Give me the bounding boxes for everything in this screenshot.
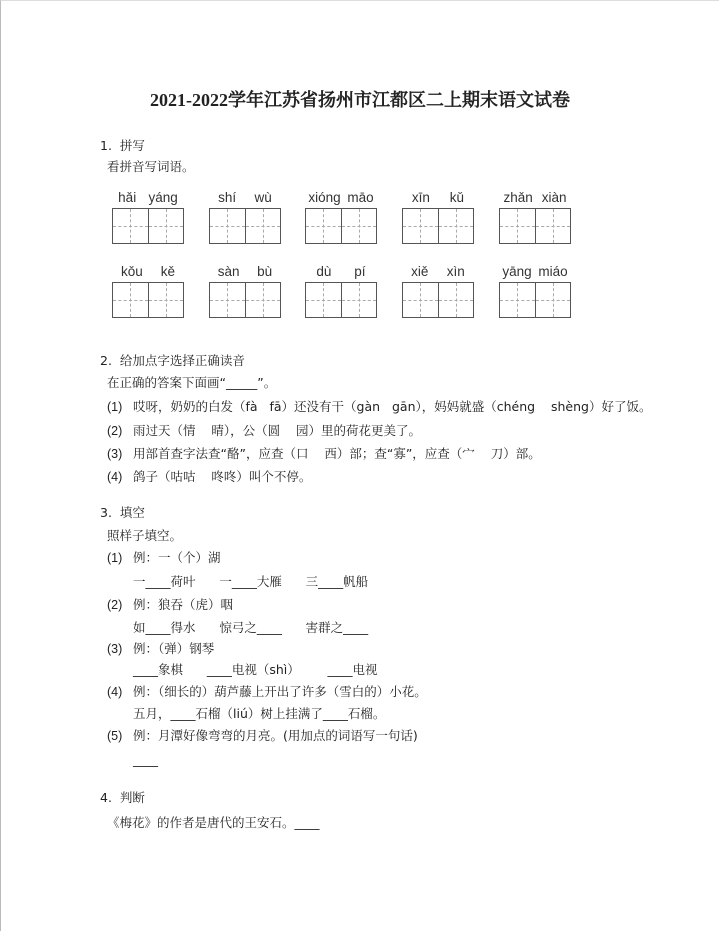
pinyin-syllable: xìn: [446, 264, 465, 279]
writing-box[interactable]: [499, 208, 571, 244]
tian-zi-ge-cell[interactable]: [500, 209, 535, 243]
q2-item-text: 鸽子（咕咕 咚咚）叫个不停。: [133, 469, 312, 484]
tian-zi-ge-cell[interactable]: [148, 209, 184, 243]
q2-item-num: (3): [107, 447, 123, 461]
pinyin-syllable: pí: [354, 264, 366, 279]
pinyin-syllable: dù: [316, 264, 332, 279]
q3-item-num: (4): [107, 685, 123, 699]
q2-item-num: (2): [107, 424, 123, 438]
tian-zi-ge-cell[interactable]: [148, 283, 184, 317]
q3-item-num: (3): [107, 642, 123, 656]
q1-instruction: 看拼音写词语。: [107, 159, 195, 174]
pinyin-label: [402, 190, 474, 205]
pinyin-syllable: xiàn: [541, 190, 567, 205]
pinyin-syllable: xīn: [411, 190, 430, 205]
pinyin-label: [112, 190, 184, 205]
tian-zi-ge-cell[interactable]: [306, 209, 341, 243]
writing-box[interactable]: [305, 282, 377, 318]
tian-zi-ge-cell[interactable]: [210, 283, 245, 317]
pinyin-syllable: kě: [160, 264, 175, 279]
q2-item-num: (1): [107, 400, 123, 414]
q3-item-num: (5): [107, 729, 123, 743]
pinyin-syllable: sàn: [217, 264, 240, 279]
q3-item-answer: 五月，____石榴（liú）树上挂满了____石榴。: [133, 706, 386, 721]
q2-heading: 2. 给加点字选择正确读音: [100, 353, 245, 368]
pinyin-syllable: yāng: [502, 264, 532, 279]
tian-zi-ge-cell[interactable]: [438, 209, 474, 243]
q2-item-num: (4): [107, 470, 123, 484]
tian-zi-ge-cell[interactable]: [341, 283, 377, 317]
q3-instruction: 照样子填空。: [107, 528, 183, 543]
q3-item-example: 例：一（个）湖: [133, 550, 221, 565]
pinyin-syllable: xiě: [411, 264, 429, 279]
tian-zi-ge-cell[interactable]: [500, 283, 535, 317]
tian-zi-ge-cell[interactable]: [403, 209, 438, 243]
page-title: 2021-2022学年江苏省扬州市江都区二上期末语文试卷: [150, 90, 570, 110]
q3-item-answer: ____: [133, 752, 158, 767]
q3-item-example: 例：（细长的）葫芦藤上开出了许多（雪白的）小花。: [133, 684, 427, 699]
writing-box[interactable]: [209, 282, 281, 318]
pinyin-syllable: kǒu: [120, 264, 143, 279]
q3-item-answer: ____象棋 ____电视（shì） ____电视: [133, 662, 378, 677]
pinyin-syllable: kǔ: [449, 190, 465, 205]
q3-heading: 3. 填空: [100, 505, 145, 520]
pinyin-label: [499, 190, 571, 205]
tian-zi-ge-cell[interactable]: [306, 283, 341, 317]
tian-zi-ge-cell[interactable]: [113, 283, 148, 317]
writing-box[interactable]: [112, 282, 184, 318]
pinyin-syllable: miáo: [538, 264, 568, 279]
q3-item-num: (2): [107, 598, 123, 612]
pinyin-label: [209, 264, 281, 279]
pinyin-syllable: shí: [218, 190, 237, 205]
writing-box[interactable]: [209, 208, 281, 244]
pinyin-syllable: māo: [347, 190, 374, 205]
q4-heading: 4. 判断: [100, 790, 145, 805]
q2-item-text: 雨过天（情 晴），公（圆 园）里的荷花更美了。: [133, 423, 422, 438]
q2-instruction: 在正确的答案下面画“_____”。: [107, 375, 277, 390]
writing-box[interactable]: [112, 208, 184, 244]
pinyin-label: [305, 190, 377, 205]
q3-item-example: 例：狼吞（虎）咽: [133, 597, 234, 612]
tian-zi-ge-cell[interactable]: [245, 283, 281, 317]
tian-zi-ge-cell[interactable]: [535, 283, 571, 317]
pinyin-label: [112, 264, 184, 279]
pinyin-syllable: zhǎn: [503, 190, 533, 205]
tian-zi-ge-cell[interactable]: [245, 209, 281, 243]
pinyin-label: [209, 190, 281, 205]
tian-zi-ge-cell[interactable]: [535, 209, 571, 243]
q2-item-text: 哎呀，奶奶的白发（fà fā）还没有干（gàn gān），妈妈就盛（chéng shèng）好了饭。: [133, 399, 652, 414]
q3-item-num: (1): [107, 551, 123, 565]
writing-box[interactable]: [402, 282, 474, 318]
pinyin-label: [499, 264, 571, 279]
q3-item-example: 例：月潭好像弯弯的月亮。(用加点的词语写一句话): [133, 728, 418, 743]
q1-heading: 1. 拼写: [100, 138, 145, 153]
pinyin-syllable: xióng: [308, 190, 341, 205]
tian-zi-ge-cell[interactable]: [113, 209, 148, 243]
tian-zi-ge-cell[interactable]: [403, 283, 438, 317]
tian-zi-ge-cell[interactable]: [438, 283, 474, 317]
writing-box[interactable]: [499, 282, 571, 318]
q3-item-answer: 一____荷叶 一____大雁 三____帆船: [133, 574, 369, 589]
writing-box[interactable]: [402, 208, 474, 244]
tian-zi-ge-cell[interactable]: [341, 209, 377, 243]
q3-item-example: 例：（弹）钢琴: [133, 641, 215, 656]
pinyin-syllable: hǎi: [118, 190, 137, 205]
q2-item-text: 用部首查字法查“酪”，应查（口 西）部；查“寡”，应查（宀 刀）部。: [133, 446, 541, 461]
pinyin-label: [305, 264, 377, 279]
q4-text: 《梅花》的作者是唐代的王安石。____: [107, 815, 320, 830]
writing-box[interactable]: [305, 208, 377, 244]
tian-zi-ge-cell[interactable]: [210, 209, 245, 243]
pinyin-syllable: wù: [254, 190, 272, 205]
q3-item-answer: 如____得水 惊弓之____ 害群之____: [133, 620, 369, 635]
pinyin-syllable: yáng: [148, 190, 178, 205]
pinyin-label: [402, 264, 474, 279]
pinyin-syllable: bù: [257, 264, 273, 279]
